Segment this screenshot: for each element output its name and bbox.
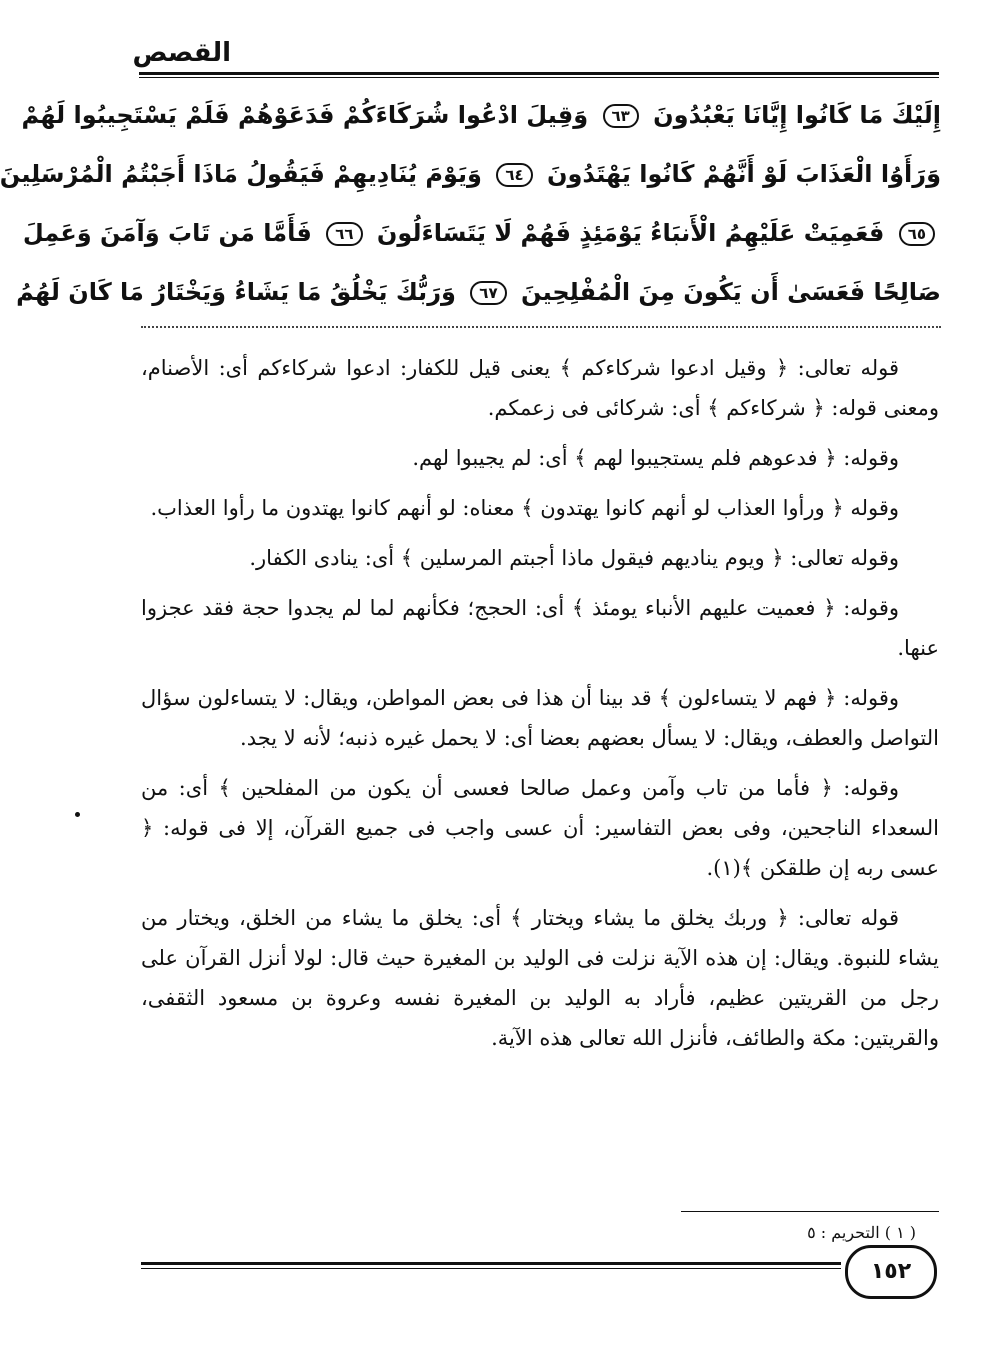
- ayah-number-marker: ٦٧: [470, 281, 506, 305]
- footer-rule: [141, 1262, 841, 1265]
- commentary-block: [141, 348, 939, 1058]
- quran-verse-text: وَرَبُّكَ يَخْلُقُ مَا يَشَاءُ وَيَخْتَارُ مَا كَانَ لَهُمُ: [16, 278, 456, 306]
- scan-speck: [75, 812, 80, 817]
- quran-verse-text: وَيَوْمَ يُنَادِيهِمْ فَيَقُولُ مَاذَا أَجَبْتُمُ الْمُرْسَلِينَ: [0, 160, 482, 188]
- paragraph-gap: [141, 578, 939, 588]
- quran-verse-text: فَأَمَّا مَن تَابَ وَآمَنَ وَعَمِلَ: [22, 219, 312, 247]
- commentary-paragraph: وقوله: ﴿ فعميت عليهم الأنباء يومئذ ﴾ أى: الحجج؛ فكأنهم لما لم يجدوا حجة فقد عجزوا عنها.: [141, 596, 939, 660]
- section-divider: [141, 326, 941, 328]
- commentary-paragraph: قوله تعالى: ﴿ وربك يخلق ما يشاء ويختار ﴾ أى: يخلق ما يشاء من الخلق، ويختار من يشاء للنبوة. ويقال: إن هذه الآية نزلت فى الوليد بن المغيرة حيث قال: لولا أنزل القرآن على رجل من القريتين عظيم، فأراد به الوليد بن المغيرة نفسه وعروة بن مسعود الثقفى، والقريتين: مكة والطائف، فأنزل الله تعالى هذه الآية.: [141, 906, 939, 1050]
- commentary-paragraph: وقوله ﴿ ورأوا العذاب لو أنهم كانوا يهتدون ﴾ معناه: لو أنهم كانوا يهتدون ما رأوا العذاب.: [150, 496, 899, 520]
- commentary-paragraph: وقوله تعالى: ﴿ ويوم يناديهم فيقول ماذا أجبتم المرسلين ﴾ أى: ينادى الكفار.: [249, 546, 899, 570]
- footnote-rule: [681, 1211, 939, 1212]
- commentary-paragraph: وقوله: ﴿ فدعوهم فلم يستجيبوا لهم ﴾ أى: لم يجيبوا لهم.: [412, 446, 899, 470]
- ayah-number-marker: ٦٦: [326, 222, 362, 246]
- quran-line: [16, 263, 941, 322]
- quran-verse-text: وَرَأَوُا الْعَذَابَ لَوْ أَنَّهُمْ كَانُوا يَهْتَدُونَ: [546, 160, 941, 188]
- paragraph-gap: [141, 428, 939, 438]
- ayah-number-marker: ٦٣: [603, 104, 639, 128]
- ayah-number-marker: ٦٤: [496, 163, 532, 187]
- quran-verse-text: فَعَمِيَتْ عَلَيْهِمُ الْأَنبَاءُ يَوْمَئِذٍ فَهُمْ لَا يَتَسَاءَلُونَ: [376, 219, 885, 247]
- commentary-paragraph: وقوله: ﴿ فأما من تاب وآمن وعمل صالحا فعسى أن يكون من المفلحين ﴾ أى: من السعداء الناجحين، وفى بعض التفاسير: أن عسى واجب فى جميع القرآن، إلا فى قوله: ﴿ عسى ربه إن طلقكن ﴾(١).: [141, 776, 939, 880]
- quran-line: [22, 204, 941, 263]
- paragraph-gap: [141, 758, 939, 768]
- header-rule: [139, 72, 939, 75]
- footer-rule-thin: [141, 1268, 841, 1269]
- quran-line: [0, 145, 941, 204]
- quran-line: [21, 86, 941, 145]
- paragraph-gap: [141, 668, 939, 678]
- quran-text-block: [0, 86, 941, 322]
- paragraph-gap: [141, 888, 939, 898]
- quran-verse-text: وَقِيلَ ادْعُوا شُرَكَاءَكُمْ فَدَعَوْهُمْ فَلَمْ يَسْتَجِيبُوا لَهُمْ: [21, 101, 589, 129]
- footnote: ( ١ ) التحريم : ٥: [807, 1223, 916, 1242]
- commentary-paragraph: قوله تعالى: ﴿ وقيل ادعوا شركاءكم ﴾ يعنى قيل للكفار: ادعوا شركاءكم أى: الأصنام، ومعنى قوله: ﴿ شركاءكم ﴾ أى: شركائى فى زعمكم.: [141, 356, 939, 420]
- surah-title: القصص: [132, 38, 231, 68]
- page-number: ١٥٢: [845, 1245, 937, 1299]
- paragraph-gap: [141, 478, 939, 488]
- commentary-paragraph: وقوله: ﴿ فهم لا يتساءلون ﴾ قد بينا أن هذا فى بعض المواطن، ويقال: لا يتساءلون سؤال التواصل والعطف، ويقال: لا يسأل بعضهم بعضا أى: لا يحمل غيره ذنبه؛ لأنه لا يجد.: [141, 686, 939, 750]
- quran-verse-text: صَالِحًا فَعَسَىٰ أَن يَكُونَ مِنَ الْمُفْلِحِينَ: [520, 278, 941, 306]
- quran-verse-text: إِلَيْكَ مَا كَانُوا إِيَّانَا يَعْبُدُونَ: [653, 101, 941, 129]
- paragraph-gap: [141, 528, 939, 538]
- header-rule-thin: [139, 77, 939, 78]
- ayah-number-marker: ٦٥: [899, 222, 935, 246]
